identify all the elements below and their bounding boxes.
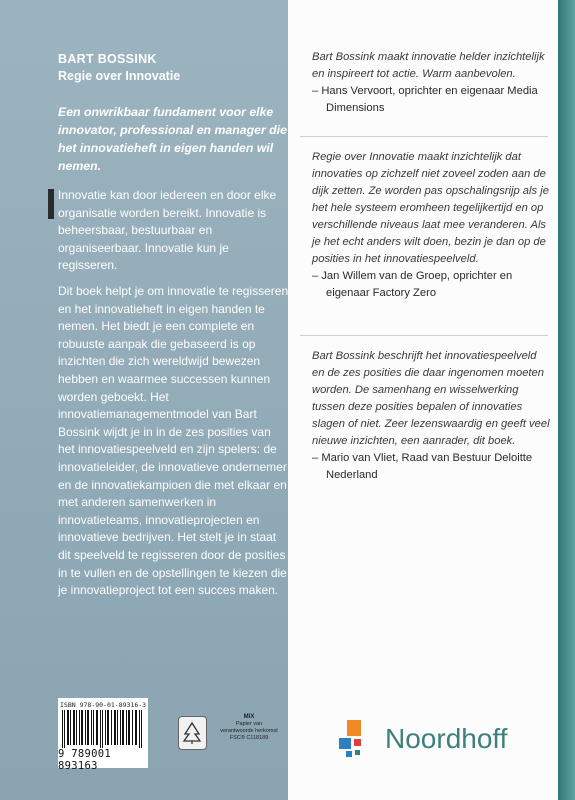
quote-3-attribution: – Mario van Vliet, Raad van Bestuur Deloitte Nederland	[312, 452, 533, 481]
intro-text: Innovatie kan door iedereen en door elke organisatie worden bereikt. Innovatie is beheersbaar, bestuurbaar en organiseerbaar. Innovatie kun je regisseren.	[58, 188, 277, 272]
publisher-name: Noordhoff	[385, 723, 508, 754]
fsc-logo	[178, 716, 207, 750]
body-text: Dit boek helpt je om innovatie te regisseren en het innovatieheft in eigen handen te nemen. Het biedt je een complete en robuuste aanpak die gebaseerd is op inzichten die zich wereldwijd bewezen hebben en waarmee successen kunnen worden geboekt. Het innovatiemanagementmodel van Bart Bossink wijdt je in in de zes posities van het innovatiespeelveld en zijn spelers: de innovatieleider, de innovatieve ondernemer en de innovatiekampioen die met elkaar en met anderen samenwerken in innovatieteams, innovatieprojecten en innovatieve bedrijven. Het stelt je in staat dit speelveld te regisseren door de posities in te vullen en de opstellingen te kiezen die je innovatieproject tot een succes maken.	[58, 284, 289, 598]
quote-3-text: Bart Bossink beschrijft het innovatiespeelveld en de zes posities die daar ingenomen moeten worden. De samenhang en wisselwerking tussen deze posities bepalen of innovaties slagen of niet. Zeer lezenswaardig en geeft veel nieuwe inzichten, een aanrader, dit boek.	[312, 350, 550, 447]
isbn-label: ISBN 978-90-01-89316-3	[60, 701, 147, 709]
fsc-code: FSC® C118189	[229, 735, 269, 741]
quote-1-attribution: – Hans Vervoort, oprichter en eigenaar Media Dimensions	[312, 85, 538, 114]
barcode	[58, 698, 148, 772]
divider	[300, 335, 548, 336]
quote-2-text: Regie over Innovatie maakt inzichtelijk dat innovaties op zichzelf niet zoveel zoden aan de dijk zetten. Ze worden pas opschalingsrijp als je het hele systeem eromheen tegelijkertijd en op verschillende niveaus laat mee veranderen. Als je het echt anders wilt doen, bezin je dan op de posities in het innovatiespeelveld.	[312, 151, 549, 265]
noordhoff-logo-icon	[339, 720, 379, 760]
quote-2	[312, 149, 552, 302]
book-title: Regie over Innovatie	[58, 69, 181, 83]
quote-2-attribution: – Jan Willem van de Groep, oprichter en eigenaar Factory Zero	[312, 270, 513, 299]
intro-block	[58, 187, 288, 275]
spine-edge	[558, 0, 575, 800]
quote-1	[312, 49, 552, 117]
author-name: BART BOSSINK	[58, 52, 157, 66]
fsc-mix: MIX	[243, 714, 255, 720]
divider	[300, 136, 548, 137]
barcode-bars	[60, 710, 146, 748]
accent-bar	[48, 189, 54, 219]
barcode-number: 9 789001 893163	[58, 748, 111, 772]
fsc-line-1: Papier van	[235, 721, 263, 727]
fsc-line-2: verantwoorde herkomst	[220, 728, 278, 734]
fsc-label	[210, 714, 288, 742]
quote-1-text: Bart Bossink maakt innovatie helder inzichtelijk en inspireert tot actie. Warm aanbevolen.	[312, 51, 545, 80]
quote-3	[312, 348, 552, 484]
fsc-tree-icon	[179, 717, 206, 749]
lead-text: Een onwrikbaar fundament voor elke innovator, professional en manager die het innovatieheft in eigen handen wil nemen.	[58, 105, 287, 173]
